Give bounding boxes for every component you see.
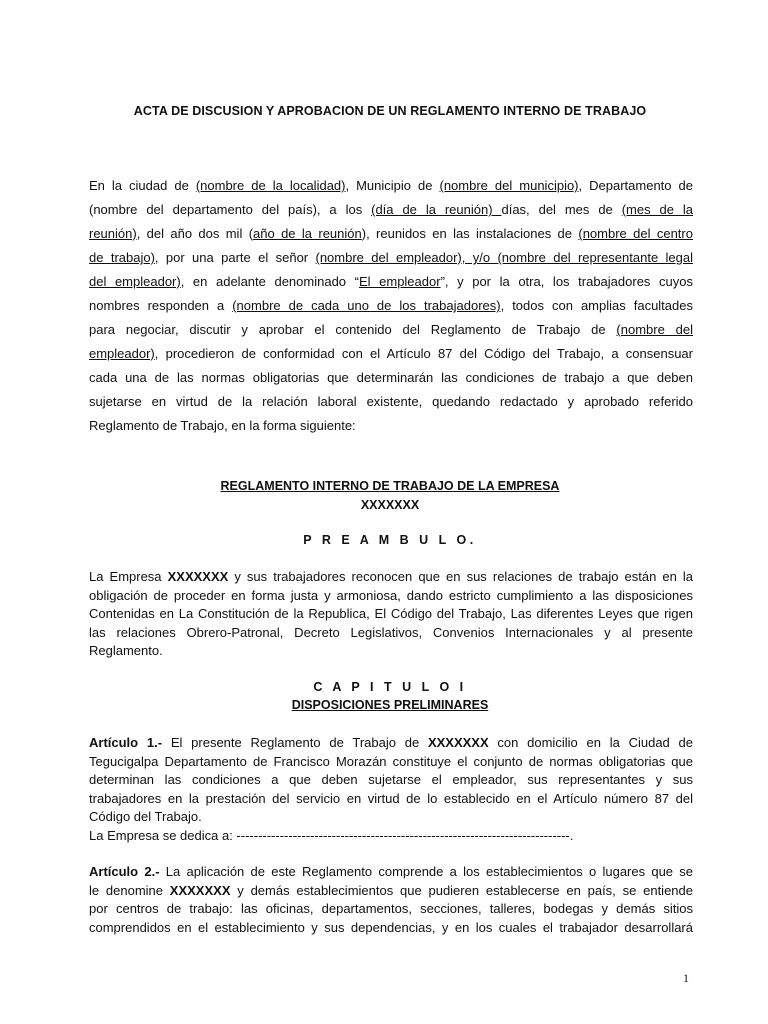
placeholder-nombre-empleador: (nombre del [616,322,693,337]
articulo-2 [89,863,693,937]
placeholder-localidad: (nombre de la localidad) [195,178,346,193]
articulo-2-line: Artículo 2.- La aplicación de este Reglamento comprende a los establecimientos o lugares que se [89,864,693,879]
articulo-1-line: Artículo 1.- El presente Reglamento de Trabajo de XXXXXXX con domicilio en la Ciudad de [89,735,694,750]
preambulo-line: obligación de proceder en forma justa y armoniosa, dando estricto cumplimiento a las disposiciones [89,587,693,603]
acta-line-8: empleador), procedieron de conformidad con el Artículo 87 del Código del Trabajo, a consensuar [89,346,693,361]
acta-line-7: para negociar, discutir y aprobar el contenido del Reglamento de Trabajo de (nombre del [89,322,693,337]
acta-line-11: Reglamento de Trabajo, en la forma siguiente: [89,418,356,433]
acta-line-2: (nombre del departamento del país), a los (día de la reunión) días, del mes de (mes de la [89,202,694,217]
term-el-empleador: El empleador [358,274,441,289]
capitulo-subtitle: DISPOSICIONES PRELIMINARES [291,698,489,712]
acta-line-1: En la ciudad de (nombre de la localidad), Municipio de (nombre del municipio), Departamento de [89,178,693,193]
articulo-1-line: Tegucigalpa Departamento de Francisco Morazán constituye el conjunto de normas obligatorias que [89,753,693,769]
preambulo-paragraph [89,568,693,661]
articulo-2-line: le denomine XXXXXXX y demás establecimientos que pudieren establecerse en país, se entiende [89,882,693,898]
preambulo-line: las relaciones Obrero-Patronal, Decreto Legislativos, Convenios Internacionales y al presente [89,624,693,640]
placeholder-dia: (día de la reunión) [371,202,502,217]
capitulo-heading: C A P I T U L O I [313,680,467,694]
acta-line-9: cada una de las normas obligatorias que determinarán las condiciones de trabajo a que deben [89,370,693,385]
acta-line-3: reunión), del año dos mil (año de la reunión), reunidos en las instalaciones de (nombre del centro [89,226,693,241]
articulo-1 [89,734,693,846]
placeholder-empleador: (nombre del empleador) [315,250,462,265]
reglamento-company: XXXXXXX [360,498,420,512]
articulo-2-line: comprendidos en el establecimiento y sus dependencias, y en los cuales el trabajador desarrollará [89,919,693,935]
preambulo-line: Contenidas en La Constitución de la Republica, El Código del Trabajo, Las diferentes Leyes que rigen [89,606,693,622]
page-number: 1 [683,971,689,985]
articulo-1-label: Artículo 1.- [89,735,163,750]
articulo-2-line: por centros de trabajo: las oficinas, departamentos, secciones, talleres, bodegas y demás sitios [89,901,693,917]
acta-paragraph [89,174,693,438]
articulo-1-line: determinan las condiciones a que deben sujetarse el empleador, sus representantes y sus [89,772,693,788]
placeholder-anio: año de la reunión [253,226,362,241]
preambulo-heading: P R E A M B U L O. [303,533,477,547]
acta-line-10: sujetarse en virtud de la relación laboral existente, quedando redactado y aprobado referido [89,394,693,409]
placeholder-municipio: (nombre del municipio) [439,178,579,193]
acta-title: ACTA DE DISCUSION Y APROBACION DE UN REGLAMENTO INTERNO DE TRABAJO [133,104,647,118]
placeholder-mes: (mes de la [621,202,694,217]
acta-line-5: del empleador), en adelante denominado “El empleador”, y por la otra, los trabajadores cuyos [89,274,693,289]
preambulo-line: Reglamento. [89,643,163,659]
placeholder-representante: (nombre del representante legal [497,250,694,265]
articulo-2-label: Artículo 2.- [89,864,160,879]
articulo-1-line: Código del Trabajo. [89,809,202,825]
preambulo-line: La Empresa XXXXXXX y sus trabajadores reconocen que en sus relaciones de trabajo están en la [89,569,694,584]
acta-line-4: de trabajo), por una parte el señor (nombre del empleador), y/o (nombre del representante legal [89,250,694,265]
acta-line-6: nombres responden a (nombre de cada uno de los trabajadores), todos con amplias facultades [89,298,693,313]
articulo-1-line: La Empresa se dedica a: -----------------------------------------------------------------------------. [89,827,574,843]
placeholder-centro: (nombre del centro [578,226,693,241]
placeholder-trabajadores: (nombre de cada uno de los trabajadores) [232,298,501,313]
reglamento-title: REGLAMENTO INTERNO DE TRABAJO DE LA EMPRESA [220,479,560,493]
articulo-1-line: trabajadores en la prestación del servicio en virtud de lo establecido en el Artículo número 87 del [89,790,693,806]
